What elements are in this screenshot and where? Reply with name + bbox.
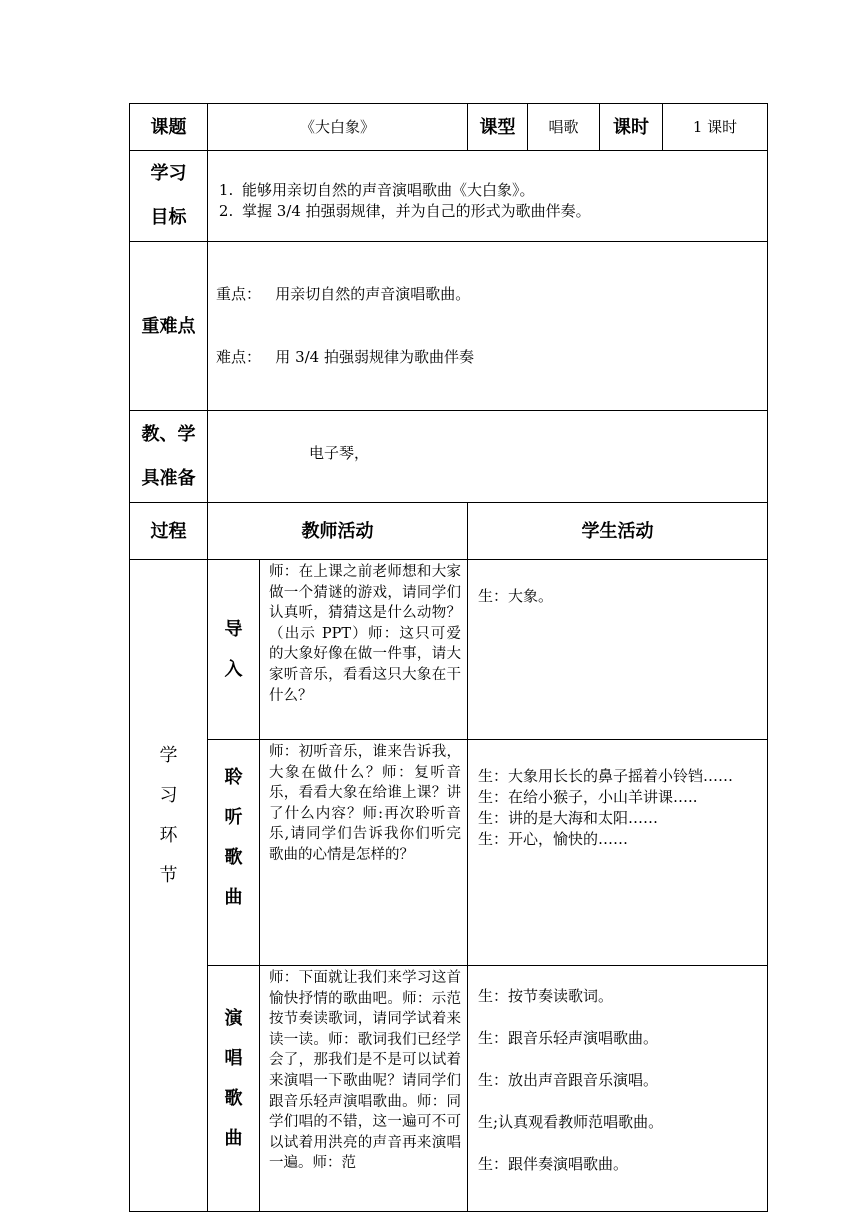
teacher-activity: 师：在上课之前老师想和大家做一个猜谜的游戏，请同学们认真听，猜猜这是什么动物？（出示 PPT）师：这只可爱的大象好像在做一件事，请大家听音乐，看看这只大象在干什么？ bbox=[260, 560, 468, 740]
section-label bbox=[130, 560, 208, 1212]
stage-name-char: 唱 bbox=[224, 1047, 243, 1069]
preparation-label-line2: 具准备 bbox=[141, 467, 196, 489]
type-label: 课型 bbox=[468, 104, 528, 151]
period-label: 课时 bbox=[600, 104, 663, 151]
teacher-activity: 师：初听音乐，谁来告诉我，大象在做什么？师：复听音乐，看看大象在给谁上课？讲了什么内容？师:再次聆听音乐,请同学们告诉我你们听完歌曲的心情是怎样的？ bbox=[260, 740, 468, 966]
student-activity-header: 学生活动 bbox=[468, 503, 768, 560]
student-activity bbox=[468, 560, 768, 740]
preparation-label-line1: 教、学 bbox=[141, 423, 196, 445]
stage-name-char: 曲 bbox=[224, 886, 243, 908]
period-value: 1 课时 bbox=[663, 104, 768, 151]
student-line: 生：讲的是大海和太阳…… bbox=[478, 809, 659, 827]
stage-name bbox=[208, 560, 260, 740]
stage-name-char: 曲 bbox=[224, 1127, 243, 1149]
process-header-row bbox=[130, 503, 768, 560]
objective-item: 1. 能够用亲切自然的声音演唱歌曲《大白象》。 bbox=[238, 180, 761, 201]
section-label-char: 学 bbox=[159, 744, 178, 766]
student-activity bbox=[468, 966, 768, 1212]
stage-row-intro bbox=[130, 560, 768, 740]
key-points-content bbox=[208, 242, 768, 411]
student-activity bbox=[468, 740, 768, 966]
objective-item: 2. 掌握 3/4 拍强弱规律，并为自己的形式为歌曲伴奏。 bbox=[238, 201, 761, 222]
student-line: 生：跟伴奏演唱歌曲。 bbox=[478, 1155, 629, 1173]
key-points-label: 重难点 bbox=[130, 242, 208, 411]
objectives-row bbox=[130, 151, 768, 242]
topic-value: 《大白象》 bbox=[208, 104, 468, 151]
lesson-plan bbox=[129, 103, 768, 1212]
key-points-row bbox=[130, 242, 768, 411]
section-label-char: 环 bbox=[159, 824, 178, 846]
student-line: 生：跟音乐轻声演唱歌曲。 bbox=[478, 1029, 659, 1047]
student-line: 生：大象用长长的鼻子摇着小铃铛…… bbox=[478, 767, 734, 785]
objectives-content bbox=[208, 151, 768, 242]
student-line: 生：放出声音跟音乐演唱。 bbox=[478, 1071, 659, 1089]
objectives-label bbox=[130, 151, 208, 242]
header-row bbox=[130, 104, 768, 151]
stage-name-char: 导 bbox=[224, 618, 243, 640]
stage-name-char: 演 bbox=[224, 1007, 243, 1029]
stage-name bbox=[208, 966, 260, 1212]
stage-name-char: 听 bbox=[224, 806, 243, 828]
section-label-char: 习 bbox=[159, 784, 178, 806]
student-line: 生：按节奏读歌词。 bbox=[478, 987, 614, 1005]
preparation-value: 电子琴， bbox=[208, 411, 768, 503]
stage-name-char: 歌 bbox=[224, 1087, 243, 1109]
student-line: 生：开心，愉快的…… bbox=[478, 830, 629, 848]
difficulty-text: 难点： 用 3/4 拍强弱规律为歌曲伴奏 bbox=[216, 348, 474, 366]
preparation-row bbox=[130, 411, 768, 503]
student-line: 生;认真观看教师范唱歌曲。 bbox=[478, 1113, 664, 1131]
preparation-label bbox=[130, 411, 208, 503]
student-line: 生：在给小猴子，小山羊讲课….. bbox=[478, 788, 698, 806]
stage-name bbox=[208, 740, 260, 966]
stage-name-char: 入 bbox=[224, 658, 243, 680]
topic-label: 课题 bbox=[130, 104, 208, 151]
focus-text: 重点： 用亲切自然的声音演唱歌曲。 bbox=[216, 285, 471, 303]
process-label: 过程 bbox=[130, 503, 208, 560]
objectives-label-line2: 目标 bbox=[150, 207, 187, 228]
stage-name-char: 歌 bbox=[224, 846, 243, 868]
teacher-activity-header: 教师活动 bbox=[208, 503, 468, 560]
section-label-char: 节 bbox=[159, 864, 178, 886]
stage-row-listen bbox=[130, 740, 768, 966]
teacher-activity: 师：下面就让我们来学习这首愉快抒情的歌曲吧。师：示范按节奏读歌词，请同学试着来读一读。师：歌词我们已经学会了，那我们是不是可以试着来演唱一下歌曲呢？请同学们跟音乐轻声演唱歌曲。师：同学们唱的不错，这一遍可不可以试着用洪亮的声音再来演唱一遍。师：范 bbox=[260, 966, 468, 1212]
stage-name-char: 聆 bbox=[224, 766, 243, 788]
stage-row-sing bbox=[130, 966, 768, 1212]
objectives-label-line1: 学习 bbox=[150, 163, 187, 184]
student-line: 生：大象。 bbox=[478, 587, 554, 605]
type-value: 唱歌 bbox=[528, 104, 600, 151]
